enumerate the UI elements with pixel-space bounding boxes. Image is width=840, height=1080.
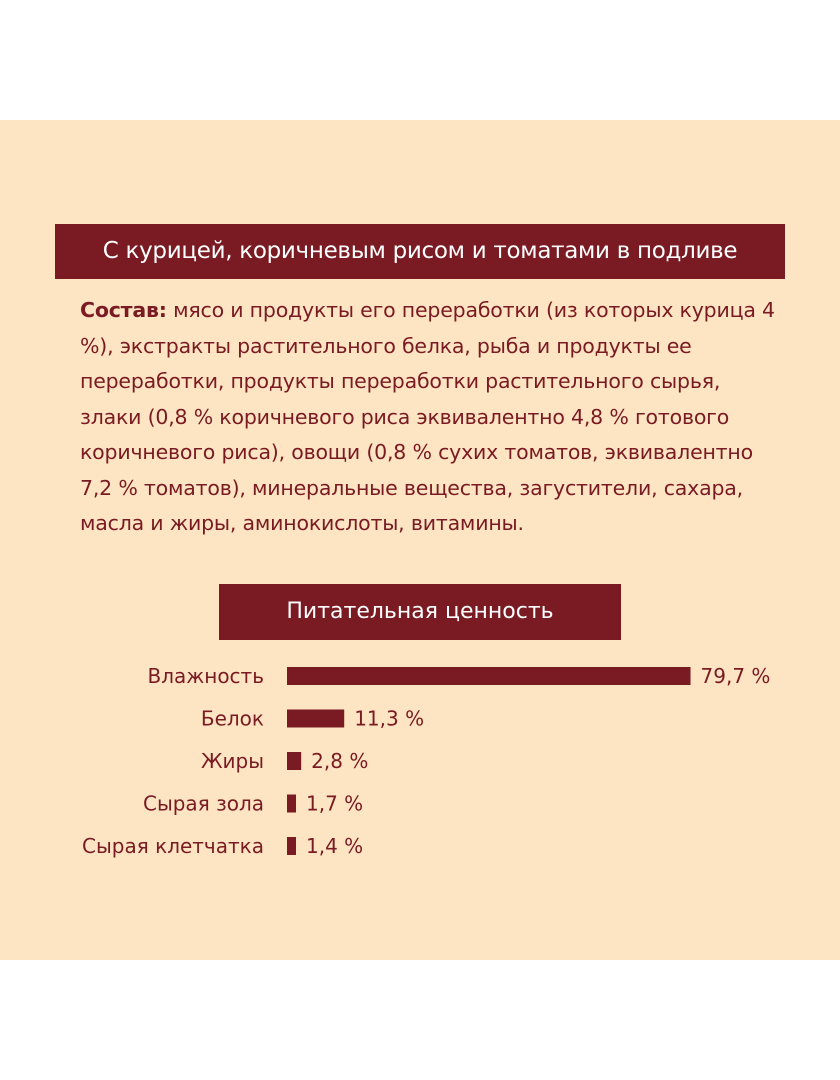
value-label: 1,7 % <box>306 791 364 816</box>
category-label: Белок <box>200 706 264 731</box>
category-label: Сырая зола <box>142 791 264 816</box>
composition-body: мясо и продукты его переработки (из которых курица 4 %), экстракты растительного белка, рыба и продукты ее переработки, продукты переработки растительного сырья, злаки (0,8 % коричневого риса эквивалентно 4,8 % готового коричневого риса), овощи (0,8 % сухих томатов, эквивалентно 7,2 % томатов), минеральные вещества, загустители, сахара, масла и жиры, аминокислоты, витамины. <box>80 298 775 535</box>
value-label: 2,8 % <box>311 749 369 773</box>
category-label: Сырая клетчатка <box>82 834 264 858</box>
category-label: Жиры <box>200 749 264 773</box>
value-label: 11,3 % <box>354 706 425 731</box>
bar <box>287 795 296 813</box>
nutrition-bar-chart <box>0 640 840 960</box>
product-title: С курицей, коричневым рисом и томатами в подливе <box>55 224 785 279</box>
value-label: 1,4 % <box>306 834 364 858</box>
category-label: Влажность <box>147 664 264 688</box>
value-label: 79,7 % <box>700 664 771 688</box>
composition-lead: Состав: <box>80 298 167 322</box>
nutrition-title: Питательная ценность <box>219 584 621 640</box>
product-info-panel <box>0 120 840 960</box>
bar <box>287 667 691 685</box>
bar <box>287 837 296 855</box>
composition-text <box>80 293 780 542</box>
bar <box>287 752 301 770</box>
bar <box>287 710 344 728</box>
